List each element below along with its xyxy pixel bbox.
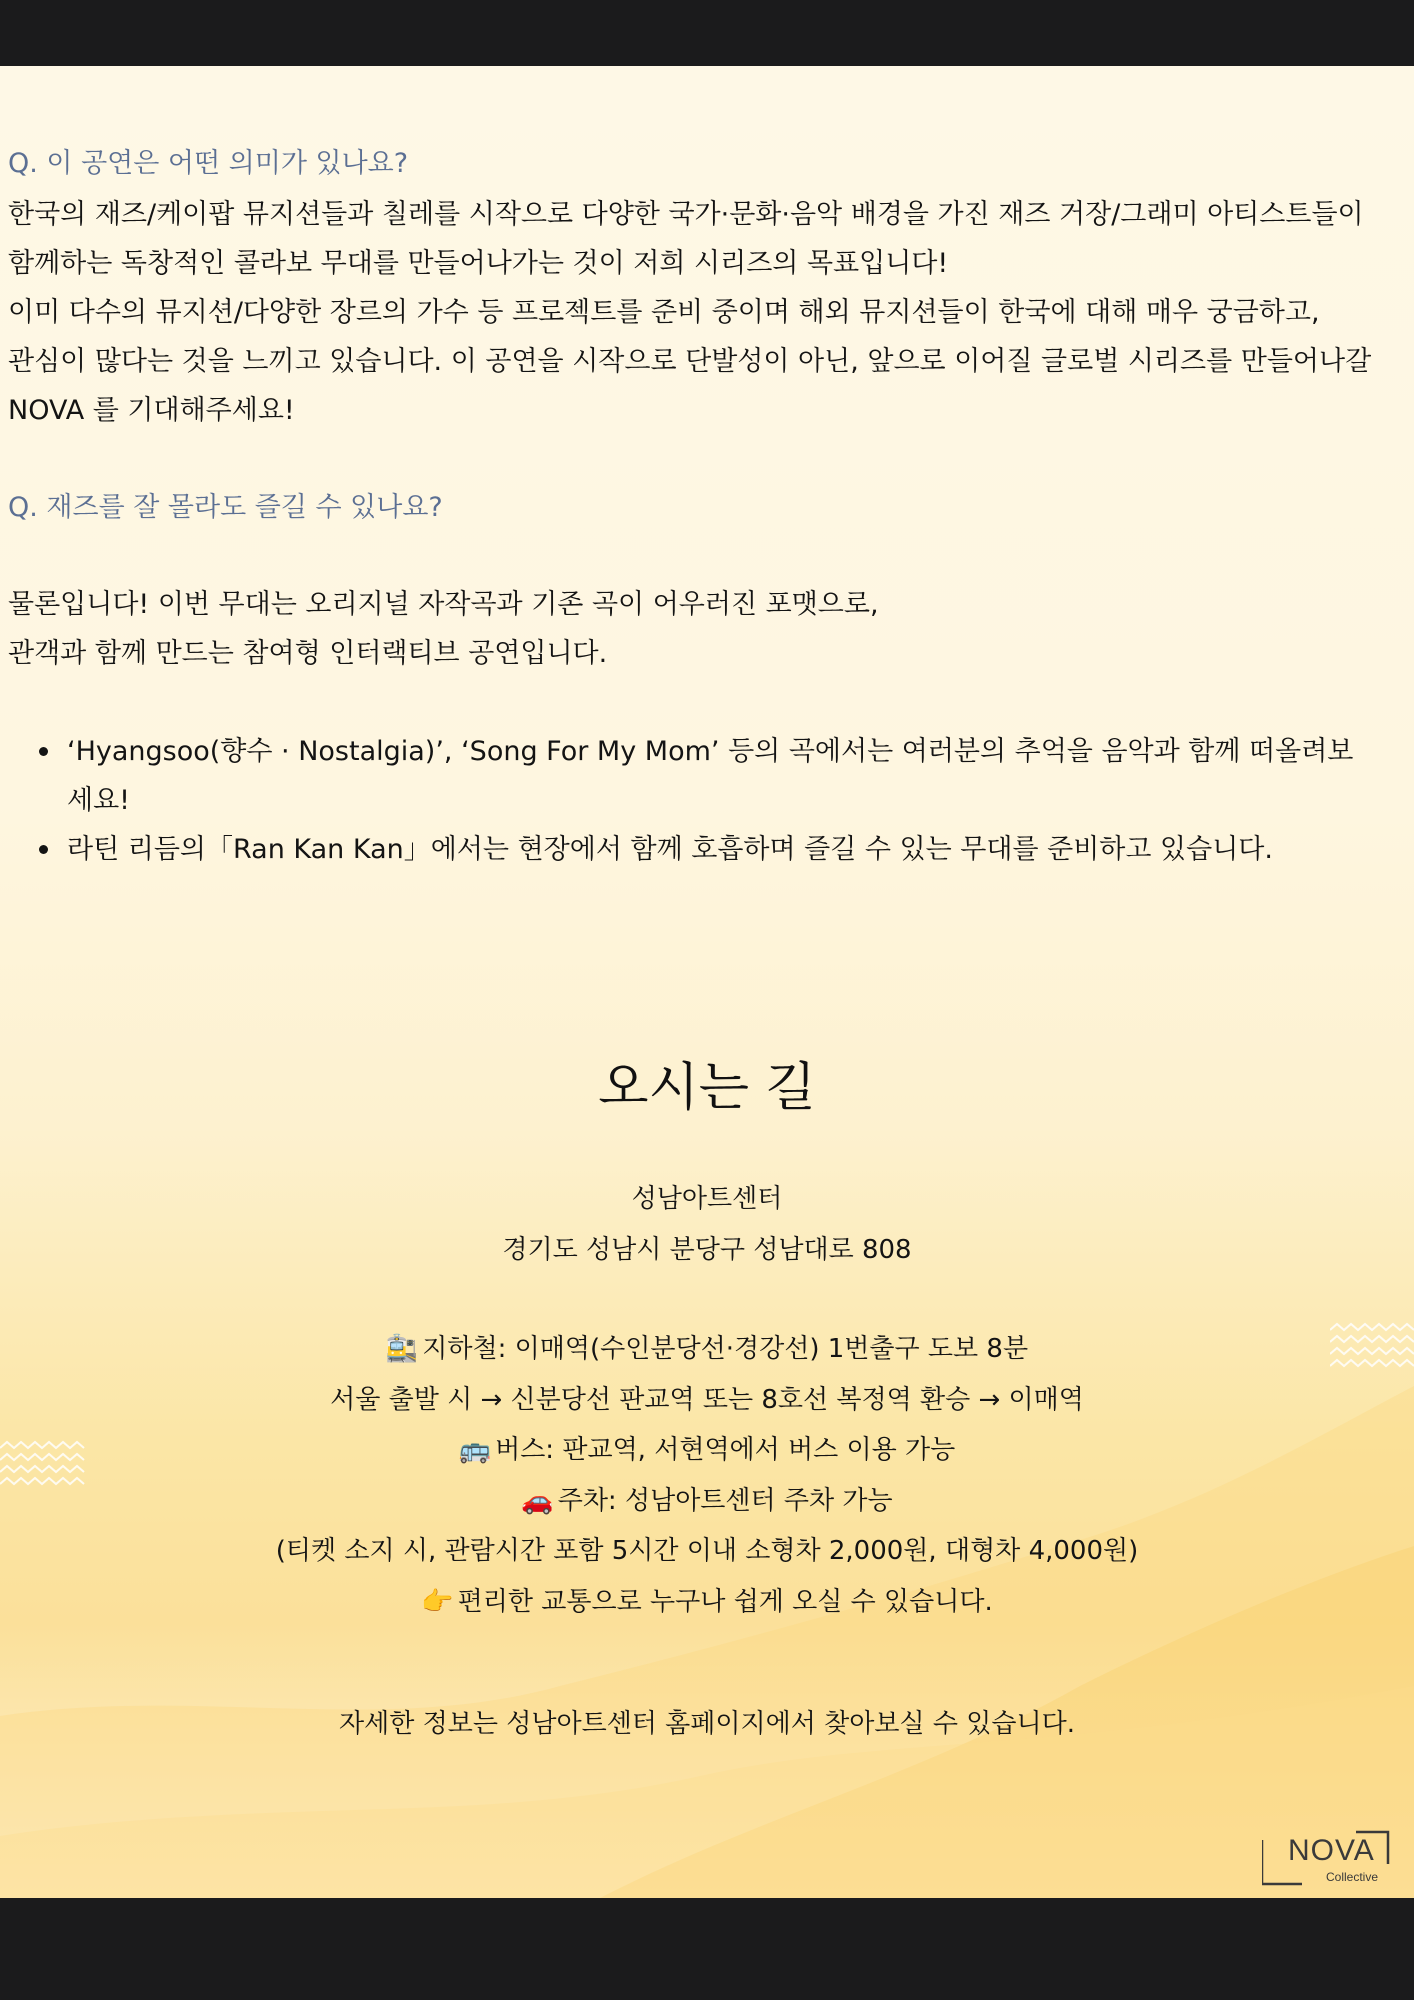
answer-line: 이미 다수의 뮤지션/다양한 장르의 가수 등 프로젝트를 준비 중이며 해외 뮤지션들이 한국에 대해 매우 궁금하고, xyxy=(8,297,1320,328)
more-info-block xyxy=(0,1699,1414,1750)
bullet-dot xyxy=(39,747,48,756)
answer-line: NOVA 를 기대해주세요! xyxy=(8,395,295,426)
poster-page xyxy=(0,66,1414,1898)
bullet-line: ‘Hyangsoo(향수 · Nostalgia)’, ‘Song For My Mom’ 등의 곡에서는 여러분의 추억을 음악과 함께 떠올려보 xyxy=(67,736,1354,767)
bus-text: 버스: 판교역, 서현역에서 버스 이용 가능 xyxy=(495,1435,956,1465)
answer-line: 한국의 재즈/케이팝 뮤지션들과 칠레를 시작으로 다양한 국가·문화·음악 배경을 가진 재즈 거장/그래미 아티스트들이 xyxy=(8,199,1364,230)
top-frame-bar xyxy=(0,0,1414,66)
logo-name: NOVA xyxy=(1288,1834,1375,1867)
venue-address: 경기도 성남시 분당구 성남대로 808 xyxy=(502,1234,912,1265)
transfer-line: 서울 출발 시 → 신분당선 판교역 또는 8호선 복정역 환승 → 이매역 xyxy=(330,1384,1084,1415)
answer-line: 관심이 많다는 것을 느끼고 있습니다. 이 공연을 시작으로 단발성이 아닌, 앞으로 이어질 글로벌 시리즈를 만들어나갈 xyxy=(8,346,1372,377)
bullet-line: 라틴 리듬의「Ran Kan Kan」에서는 현장에서 함께 호흡하며 즐길 수 있는 무대를 준비하고 있습니다. xyxy=(67,834,1273,865)
car-icon: 🚗 xyxy=(521,1485,554,1516)
list-item xyxy=(0,727,1414,825)
bullet-line: 세요! xyxy=(67,785,130,816)
parking-line xyxy=(0,1476,1414,1527)
train-icon: 🚉 xyxy=(385,1334,419,1364)
faq-question-jazz-beginners: Q. 재즈를 잘 몰라도 즐길 수 있나요? xyxy=(8,492,443,523)
answer-line: 관객과 함께 만드는 참여형 인터랙티브 공연입니다. xyxy=(8,638,608,669)
transport-block xyxy=(0,1324,1414,1627)
faq-answer-meaning xyxy=(8,190,1408,435)
faq-answer-jazz-beginners xyxy=(8,580,1408,678)
bus-line xyxy=(0,1425,1414,1476)
more-info-text: 자세한 정보는 성남아트센터 홈페이지에서 찾아보실 수 있습니다. xyxy=(339,1709,1075,1739)
directions-title: 오시는 길 xyxy=(598,1058,816,1118)
bottom-frame-bar xyxy=(0,1898,1414,2000)
logo-subtitle: Collective xyxy=(1326,1870,1379,1884)
parking-note: (티켓 소지 시, 관람시간 포함 5시간 이내 소형차 2,000원, 대형차 4,000원) xyxy=(275,1536,1139,1566)
answer-line: 함께하는 독창적인 콜라보 무대를 만들어나가는 것이 저희 시리즈의 목표입니다! xyxy=(8,248,949,279)
list-item xyxy=(0,825,1414,874)
venue-block xyxy=(0,1174,1414,1275)
subway-text: 지하철: 이매역(수인분당선·경강선) 1번출구 도보 8분 xyxy=(422,1334,1029,1364)
bus-icon: 🚌 xyxy=(458,1435,492,1465)
song-bullet-list xyxy=(0,727,1414,874)
easy-access-line xyxy=(0,1577,1414,1628)
subway-line xyxy=(0,1324,1414,1375)
answer-line: 물론입니다! 이번 무대는 오리지널 자작곡과 기존 곡이 어우러진 포맷으로, xyxy=(8,589,879,620)
faq-question-meaning: Q. 이 공연은 어떤 의미가 있나요? xyxy=(8,148,409,179)
easy-access-text: 편리한 교통으로 누구나 쉽게 오실 수 있습니다. xyxy=(457,1586,993,1617)
venue-name: 성남아트센터 xyxy=(631,1184,783,1214)
parking-text: 주차: 성남아트센터 주차 가능 xyxy=(557,1485,893,1516)
bullet-dot xyxy=(39,845,48,854)
nova-logo xyxy=(1262,1826,1392,1892)
pointing-hand-icon: 👉 xyxy=(421,1586,454,1617)
